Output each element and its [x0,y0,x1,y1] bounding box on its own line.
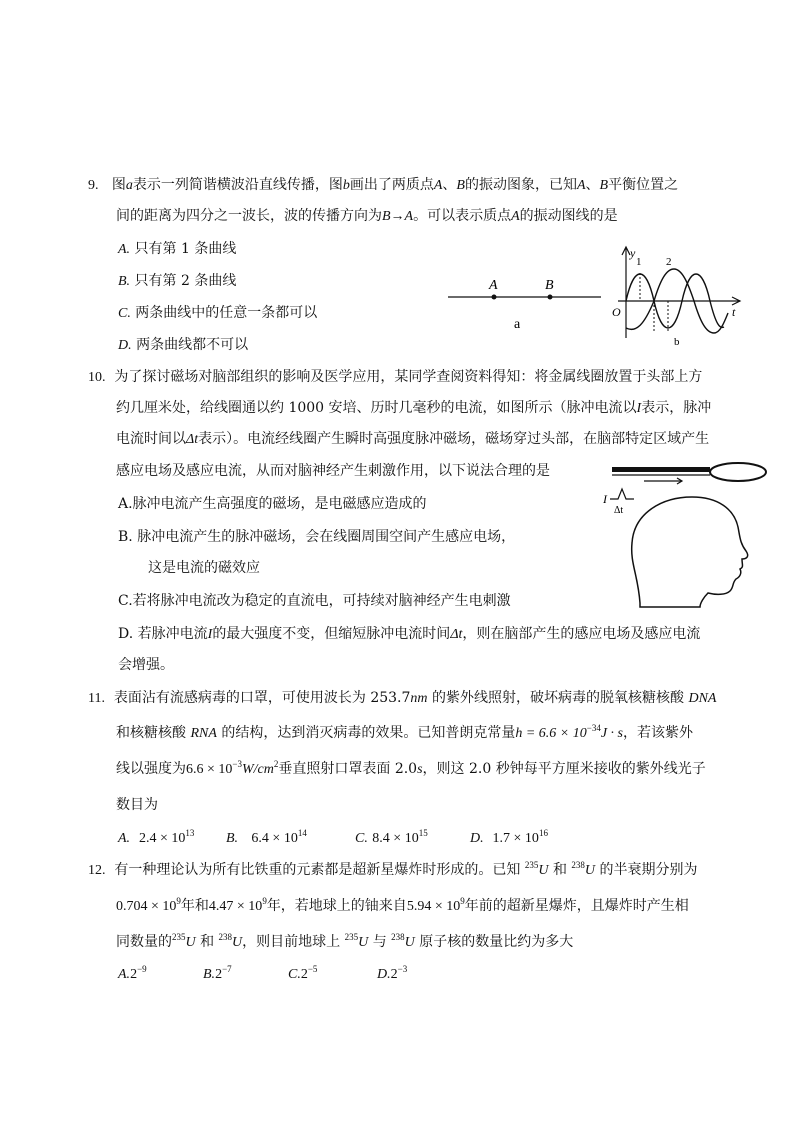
q11-line3: 线以强度为$6.6 \times 10^{-3}W/cm^2$垂直照射口罩表面 2.0s，则这 2.0 秒钟每平方厘米接收的紫外线光子 [116,759,706,777]
point-a [492,295,497,300]
q12-line3: 同数量的$^{235}$U 和 $^{238}$U，则目前地球上 $^{235}$U 与 $^{238}$U 原子核的数量比约为多大 [116,932,574,950]
pulse-i-label: I [603,492,607,506]
label-b: B [545,278,554,293]
t-label: t [732,305,736,319]
q10-figure-head-coil [600,455,770,615]
q9-option-b: B. 只有第 2 条曲线 [118,273,237,289]
q11-option-c: C. $8.4 \times 10^{15}$ [355,828,428,846]
q9-number: 9. [88,178,99,193]
q10-line2: 约几厘米处，给线圈通以约 1000 安培、历时几毫秒的电流，如图所示（脉冲电流以I表示，脉冲 [116,400,712,416]
q10-option-b-cont: 这是电流的磁效应 [148,560,260,576]
q9-line2: 间的距离为四分之一波长，波的传播方向为B→A。可以表示质点A的振动图线的是 [116,208,618,224]
q11-line2: 和核糖核酸 RNA 的结构，达到消灭病毒的效果。已知普朗克常量$h = 6.6 \times 10^{-34}J \cdot s$，若该紫外 [116,723,694,741]
pulse-dt-label: Δt [614,505,624,516]
caption-a: a [514,317,521,332]
q9-option-a: A. 只有第 1 条曲线 [118,241,237,257]
q10-option-d: D. 若脉冲电流I的最大强度不变，但缩短脉冲电流时间Δt，则在脑部产生的感应电场及感应电流 [118,626,701,642]
q9-figure-a [445,270,605,340]
curve-1-label: 1 [636,256,642,268]
q11-line1: 11. 表面沾有流感病毒的口罩，可使用波长为 253.7nm 的紫外线照射，破坏病毒的脱氧核糖核酸 DNA [88,690,717,706]
y-label: y [630,246,636,260]
q11-number: 11. [88,691,105,706]
q12-line1: 12. 有一种理论认为所有比铁重的元素都是超新星爆炸时形成的。已知 $^{235}$U 和 $^{238}$U 的半衰期分别为 [88,860,698,878]
q11-line4: 数目为 [116,797,158,813]
point-b [548,295,553,300]
q12-option-d: $D.2^{-3}$ [377,964,408,982]
q12-line2: $0.704 \times 10^9$年和$4.47 \times 10^9$年，若地球上的铀来自$5.94 \times 10^9$年前的超新星爆炸，且爆炸时产生相 [116,896,689,914]
pulse-shape [610,489,634,499]
q10-option-d-cont: 会增强。 [118,657,174,673]
q10-line1: 10. 为了探讨磁场对脑部组织的影响及医学应用，某同学查阅资料得知：将金属线圈放置于头部上方 [88,369,703,385]
head-outline [632,497,748,607]
q12-number: 12. [88,863,106,878]
q10-number: 10. [88,370,106,385]
q10-option-b: B. 脉冲电流产生的脉冲磁场，会在线圈周围空间产生感应电场， [118,529,516,545]
q9-figure-b [608,243,748,347]
q10-line4: 感应电场及感应电流，从而对脑神经产生刺激作用，以下说法合理的是 [116,463,550,479]
q9-line1: 9. 图a表示一列简谐横波沿直线传播，图b画出了两质点A、B的振动图象，已知A、B平衡位置之 [88,177,679,193]
coil-handle [612,467,710,472]
q9-option-c: C. 两条曲线中的任意一条都可以 [118,305,318,321]
q12-option-a: $A.2^{-9}$ [118,964,147,982]
q10-line3: 电流时间以Δt表示）。电流经线圈产生瞬时高强度脉冲磁场，磁场穿过头部，在脑部特定区域产生 [116,431,710,447]
q12-option-b: $B.2^{-7}$ [203,964,232,982]
q11-option-b: B. $6.4 \times 10^{14}$ [226,828,307,846]
coil-loop [710,463,766,481]
q9-option-d: D. 两条曲线都不可以 [118,337,249,353]
caption-b: b [674,336,680,348]
q10-option-a: A.脉冲电流产生高强度的磁场，是电磁感应造成的 [118,496,427,512]
q12-option-c: $C.2^{-5}$ [288,964,318,982]
q11-option-a: A. $2.4 \times 10^{13}$ [118,828,195,846]
origin-label: O [612,305,621,319]
q11-option-d: D. $1.7 \times 10^{16}$ [470,828,548,846]
label-a: A [489,278,498,293]
q10-option-c: C.若将脉冲电流改为稳定的直流电，可持续对脑神经产生电刺激 [118,593,511,609]
curve-2-label: 2 [666,256,672,268]
